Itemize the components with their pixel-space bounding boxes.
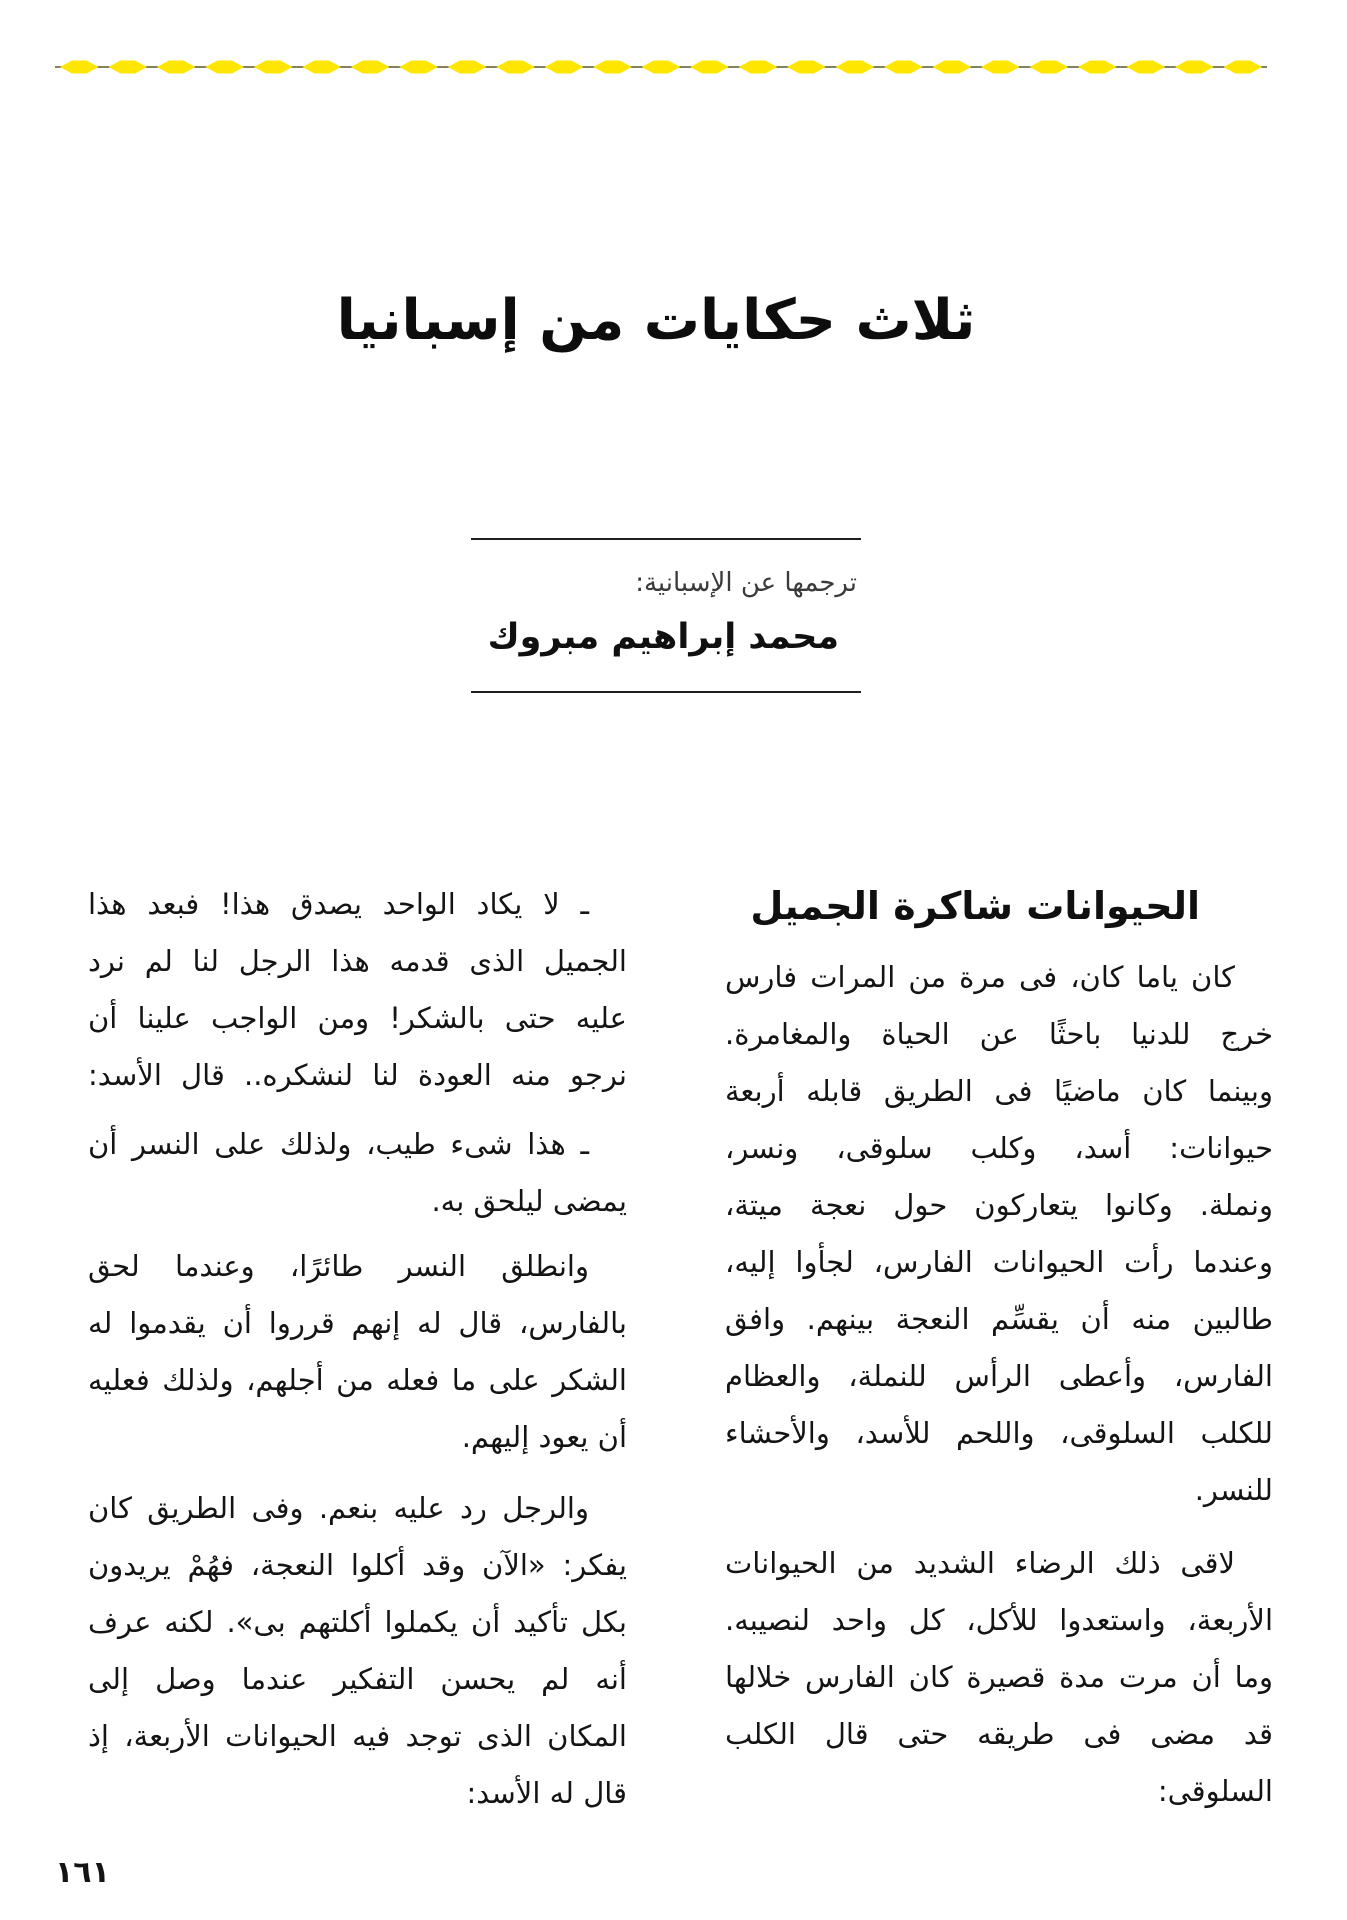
right-column	[725, 949, 1273, 1820]
story-paragraph	[725, 949, 1273, 1519]
page-number: ١٦١	[55, 1855, 110, 1890]
story-line: وعندما رأت الحيوانات الفارس، لجأوا إليه،	[725, 1245, 1273, 1279]
story-line: ـ هذا شىء طيب، ولذلك على النسر أن	[88, 1127, 589, 1161]
story-line: بالفارس، قال له إنهم قرروا أن يقدموا له	[88, 1306, 627, 1340]
story-line: طالبين منه أن يقسِّم النعجة بينهم. وافق	[725, 1302, 1273, 1336]
left-column	[88, 876, 627, 1822]
story-line: أن يعود إليهم.	[461, 1420, 627, 1454]
page-title: ثلاث حكايات من إسبانيا	[336, 288, 976, 353]
story-line: حيوانات: أسد، وكلب سلوقى، ونسر،	[725, 1131, 1273, 1165]
story-line: يمضى ليلحق به.	[431, 1184, 627, 1218]
story-paragraph	[88, 1480, 627, 1822]
story-line: السلوقى:	[1157, 1774, 1273, 1808]
story-line: الأربعة، واستعدوا للأكل، كل واحد لنصيبه.	[725, 1603, 1273, 1637]
story-line: قال له الأسد:	[466, 1776, 627, 1810]
story-line: لاقى ذلك الرضاء الشديد من الحيوانات	[725, 1546, 1235, 1580]
story-line: الفارس، وأعطى الرأس للنملة، والعظام	[725, 1359, 1273, 1393]
story-paragraph	[88, 876, 627, 1104]
story-heading: الحيوانات شاكرة الجميل	[750, 884, 1200, 928]
story-paragraph	[725, 1535, 1273, 1820]
story-line: الجميل الذى قدمه هذا الرجل لنا لم نرد	[88, 944, 627, 978]
story-line: أنه لم يحسن التفكير عندما وصل إلى	[88, 1662, 627, 1696]
story-line: وبينما كان ماضيًا فى الطريق قابله أربعة	[725, 1074, 1273, 1108]
story-line: نرجو منه العودة لنا لنشكره.. قال الأسد:	[88, 1058, 627, 1092]
divider-top	[471, 538, 861, 540]
story-line: الشكر على ما فعله من أجلهم، ولذلك فعليه	[88, 1363, 627, 1397]
diamond-chain	[55, 56, 1267, 78]
story-paragraph	[88, 1116, 627, 1230]
translation-credit-label: ترجمها عن الإسبانية:	[635, 568, 857, 598]
story-line: عليه حتى بالشكر! ومن الواجب علينا أن	[88, 1001, 627, 1035]
story-line: والرجل رد عليه بنعم. وفى الطريق كان	[88, 1491, 589, 1525]
story-line: المكان الذى توجد فيه الحيوانات الأربعة، إذ	[88, 1719, 627, 1753]
divider-bottom	[471, 691, 861, 693]
story-line: ـ لا يكاد الواحد يصدق هذا! فبعد هذا	[88, 887, 589, 921]
story-line: يفكر: «الآن وقد أكلوا النعجة، فهُمْ يريدون	[88, 1548, 627, 1582]
story-line: خرج للدنيا باحثًا عن الحياة والمغامرة.	[725, 1017, 1273, 1051]
story-line: وانطلق النسر طائرًا، وعندما لحق	[88, 1249, 589, 1283]
story-paragraph	[88, 1238, 627, 1466]
story-line: وما أن مرت مدة قصيرة كان الفارس خلالها	[725, 1660, 1273, 1694]
story-line: للنسر.	[1194, 1473, 1273, 1507]
translator-name: محمد إبراهيم مبروك	[487, 617, 839, 657]
story-line: بكل تأكيد أن يكملوا أكلتهم بى». لكنه عرف	[88, 1605, 627, 1639]
story-line: كان ياما كان، فى مرة من المرات فارس	[725, 960, 1235, 994]
story-line: للكلب السلوقى، واللحم للأسد، والأحشاء	[725, 1416, 1273, 1450]
story-line: قد مضى فى طريقه حتى قال الكلب	[725, 1717, 1273, 1751]
top-ornament-border	[55, 56, 1267, 78]
story-line: ونملة. وكانوا يتعاركون حول نعجة ميتة،	[725, 1188, 1273, 1222]
